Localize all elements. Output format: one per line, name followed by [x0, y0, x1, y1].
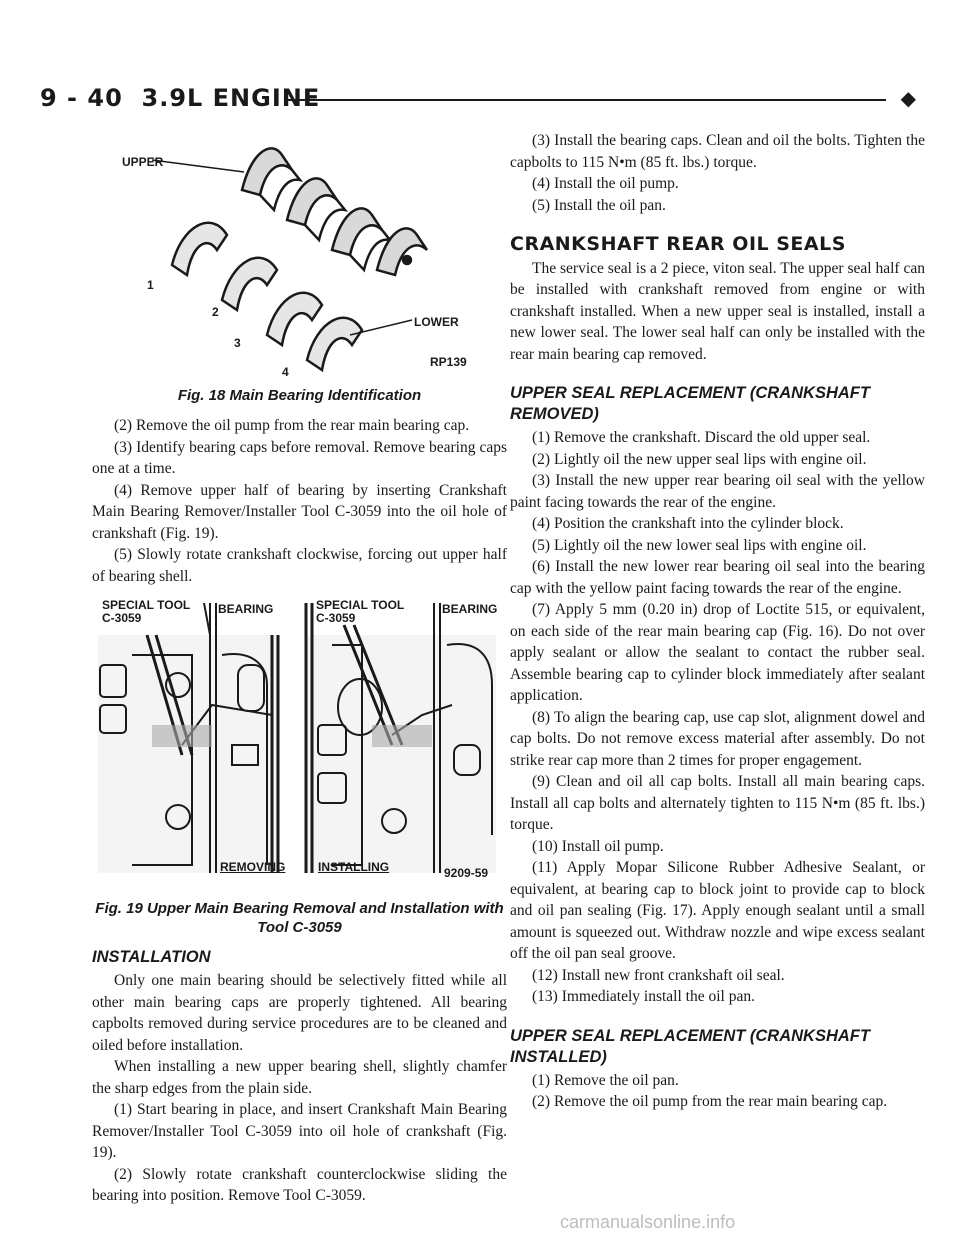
label-3: 3 — [234, 336, 241, 350]
label-bearing-2: BEARING — [442, 602, 498, 616]
right-step: (4) Install the oil pump. — [532, 175, 679, 192]
upper-removed-step: (5) Lightly oil the new lower seal lips with engine oil. — [532, 536, 867, 554]
installation-step: (2) Slowly rotate crankshaft counterclockwise sliding the bearing into position. Remove Tool C-3059. — [92, 1165, 507, 1204]
label-1: 1 — [147, 278, 154, 292]
label-removing: REMOVING — [220, 860, 286, 874]
label-4: 4 — [282, 365, 289, 379]
page-number: 9 - 40 3.9L ENGINE — [40, 84, 321, 112]
label-2: 2 — [212, 305, 219, 319]
left-column — [92, 130, 507, 1207]
label-special-tool: SPECIAL TOOL C-3059 — [102, 598, 191, 625]
label-installing: INSTALLING — [318, 860, 390, 874]
upper-installed-heading: UPPER SEAL REPLACEMENT (CRANKSHAFT INSTALLED) — [510, 1026, 870, 1066]
page-header — [40, 84, 920, 114]
footer-watermark: carmanualsonline.info — [560, 1212, 736, 1232]
right-column — [510, 130, 925, 1113]
label-rp139: RP139 — [430, 355, 467, 369]
label-bearing: BEARING — [218, 602, 274, 616]
upper-removed-heading: UPPER SEAL REPLACEMENT (CRANKSHAFT REMOVED) — [510, 384, 870, 423]
left-step: (3) Identify bearing caps before removal. Remove bearing caps one at a time. — [92, 438, 507, 477]
upper-removed-step: (7) Apply 5 mm (0.20 in) drop of Loctite 515, or equivalent, on each side of the rear main bearing cap (Fig. 16). Do not over apply sealant or allow the sealant to contact the rubber seal. Assemble bearing cap to cylinder block immediately after sealant application. — [510, 601, 925, 704]
rear-seals-heading: CRANKSHAFT REAR OIL SEALS — [510, 233, 846, 255]
label-upper: UPPER — [122, 155, 164, 169]
fig18-illustration — [92, 130, 507, 380]
left-step: (4) Remove upper half of bearing by inserting Crankshaft Main Bearing Remover/Installer Tool C-3059 into the oil hole of crankshaft (Fig. 19). — [92, 481, 507, 542]
label-lower: LOWER — [414, 315, 459, 329]
installation-heading: INSTALLATION — [92, 948, 211, 966]
rear-seals-paragraph: The service seal is a 2 piece, viton seal. The upper seal half can be installed with crankshaft removed from engine or with crankshaft installed. When a new upper seal is installed, install a new lower seal. The lower seal half can only be installed with the rear main bearing cap removed. — [510, 259, 925, 363]
upper-installed-step: (2) Remove the oil pump from the rear main bearing cap. — [532, 1093, 888, 1110]
upper-removed-step: (11) Apply Mopar Silicone Rubber Adhesive Sealant, or equivalent, at bearing cap to block joint to provide cap to block and oil pan sealing (Fig. 17). Apply enough sealant until a small amount is squeezed out. Withdraw nozzle and wipe excess sealant off the oil pan seal groove. — [510, 859, 925, 962]
upper-removed-step: (6) Install the new lower rear bearing oil seal into the bearing cap with the yellow paint facing towards the rear of the engine. — [510, 558, 925, 597]
upper-removed-step: (12) Install new front crankshaft oil seal. — [532, 966, 785, 984]
header-rule — [285, 99, 886, 101]
tool-removal-installation-drawing — [92, 595, 507, 885]
left-step: (5) Slowly rotate crankshaft clockwise, forcing out upper half of bearing shell. — [92, 546, 507, 585]
right-step: (5) Install the oil pan. — [532, 196, 666, 214]
installation-step: (1) Start bearing in place, and insert Crankshaft Main Bearing Remover/Installer Tool C-3059 into oil hole of crankshaft (Fig. 19). — [92, 1101, 507, 1161]
upper-removed-step: (10) Install oil pump. — [532, 837, 664, 855]
fig18-caption: Fig. 18 Main Bearing Identification — [177, 387, 422, 404]
fig19-caption: Fig. 19 Upper Main Bearing Removal and Installation with Tool C-3059 — [95, 900, 504, 936]
installation-paragraph: Only one main bearing should be selectively fitted while all other main bearing caps are properly tightened. All bearing capbolts removed during service procedures are to be cleaned and oiled before installation. — [92, 972, 507, 1054]
right-step: (3) Install the bearing caps. Clean and oil the bolts. Tighten the capbolts to 115 N•m (85 ft. lbs.) torque. — [510, 132, 925, 171]
upper-removed-step: (8) To align the bearing cap, use cap slot, alignment dowel and cap bolts. Do not remove excess material after assembly. Do not strike rear cap more than 2 times for proper engagement. — [510, 708, 925, 769]
upper-removed-step: (9) Clean and oil all cap bolts. Install all main bearing caps. Install all cap bolts and alternately tighten to 115 N•m (85 ft. lbs.) torque. — [510, 773, 925, 833]
installation-paragraph: When installing a new upper bearing shell, slightly chamfer the sharp edges from the plain side. — [92, 1058, 507, 1097]
label-special-tool-2: SPECIAL TOOL C-3059 — [316, 598, 405, 625]
upper-removed-step: (2) Lightly oil the new upper seal lips with engine oil. — [532, 450, 867, 468]
left-step: (2) Remove the oil pump from the rear main bearing cap. — [114, 417, 470, 434]
fig19-illustration — [92, 595, 507, 885]
label-9209-59: 9209-59 — [444, 866, 489, 880]
upper-installed-step: (1) Remove the oil pan. — [532, 1071, 679, 1089]
upper-removed-step: (13) Immediately install the oil pan. — [532, 988, 755, 1005]
upper-removed-step: (3) Install the new upper rear bearing oil seal with the yellow paint facing towards the rear of the engine. — [510, 472, 925, 511]
diamond-icon: ◆ — [900, 88, 916, 110]
upper-removed-step: (1) Remove the crankshaft. Discard the old upper seal. — [532, 429, 871, 446]
upper-removed-step: (4) Position the crankshaft into the cylinder block. — [532, 515, 844, 532]
